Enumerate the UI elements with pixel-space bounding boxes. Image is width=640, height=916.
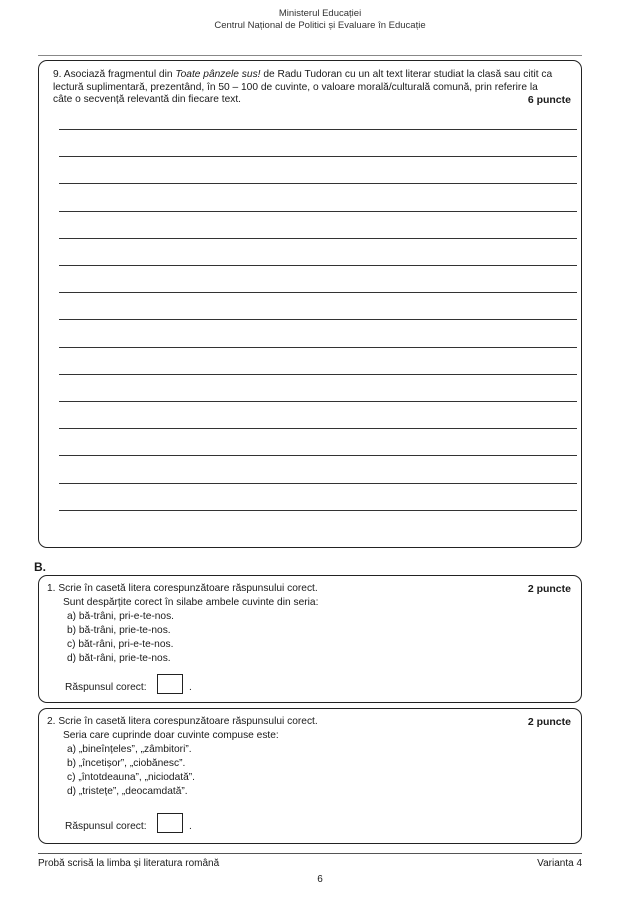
answer-line[interactable] [59,129,577,130]
answer-line[interactable] [59,455,577,456]
question-9-points: 6 puncte [527,94,571,106]
question-2-question: Seria care cuprinde doar cuvinte compuse este: [63,730,279,741]
section-b-label: B. [34,560,46,574]
answer-line[interactable] [59,347,577,348]
question-9-text-after: de Radu Tudoran cu un alt text literar studiat la clasă sau citit ca lectură suplimentară, prezentând, în 50 – 100 de cuvinte, o valoare morală/culturală comună, prin referire la câte o secvență relevantă din fiecare text. [53,69,553,105]
footer-variant: Varianta 4 [537,858,582,869]
question-1-number: 1. [47,583,56,594]
question-1-option-c: c) băt-râni, pri-e-te-nos. [67,639,174,650]
question-9-number: 9. [53,69,62,80]
answer-line[interactable] [59,156,577,157]
question-2-instruction: Scrie în casetă litera corespunzătoare răspunsului corect. [58,716,318,727]
question-2-option-b: b) „încetișor”, „ciobănesc”. [67,758,186,769]
answer-line[interactable] [59,483,577,484]
answer-line[interactable] [59,319,577,320]
question-1-box [38,575,582,703]
footer-divider [38,853,582,854]
question-2-points: 2 puncte [527,716,571,728]
question-2-option-a: a) „bineînțeles”, „zâmbitori”. [67,744,192,755]
footer-exam-name: Probă scrisă la limba și literatura română [38,858,220,869]
answer-line[interactable] [59,265,577,266]
answer-line[interactable] [59,238,577,239]
question-1-question: Sunt despărțite corect în silabe ambele cuvinte din seria: [63,597,319,608]
question-2-answer-box[interactable] [157,813,183,833]
question-1-answer-period: . [189,682,192,693]
answer-line[interactable] [59,428,577,429]
header-ministry: Ministerul Educației [278,8,362,19]
question-9-book-title: Toate pânzele sus! [175,69,261,80]
question-1-option-d: d) băt-râni, prie-te-nos. [67,653,171,664]
question-1-option-b: b) bă-trâni, prie-te-nos. [67,625,171,636]
question-1-answer-label: Răspunsul corect: [65,682,147,693]
answer-line[interactable] [59,292,577,293]
answer-line[interactable] [59,211,577,212]
question-2-number: 2. [47,716,56,727]
question-1-points: 2 puncte [527,583,571,595]
question-2-option-d: d) „tristețe”, „deocamdată”. [67,786,188,797]
question-2-answer-label: Răspunsul corect: [65,821,147,832]
question-1-stem [47,582,318,596]
question-2-stem [47,715,318,729]
question-2-option-c: c) „întotdeauna”, „niciodată”. [67,772,195,783]
question-1-answer-box[interactable] [157,674,183,694]
question-9-text [53,69,553,107]
question-2-answer-period: . [189,821,192,832]
question-9-box [38,60,582,548]
header-center: Centrul Național de Politici și Evaluare în Educație [214,20,426,31]
answer-line[interactable] [59,374,577,375]
question-1-instruction: Scrie în casetă litera corespunzătoare răspunsului corect. [58,583,318,594]
question-1-option-a: a) bă-trâni, pri-e-te-nos. [67,611,175,622]
question-9-text-before: Asociază fragmentul din [63,69,176,80]
answer-line[interactable] [59,401,577,402]
page-number: 6 [317,874,323,885]
answer-line[interactable] [59,510,577,511]
question-2-box [38,708,582,844]
answer-line[interactable] [59,183,577,184]
header-divider [38,55,582,56]
